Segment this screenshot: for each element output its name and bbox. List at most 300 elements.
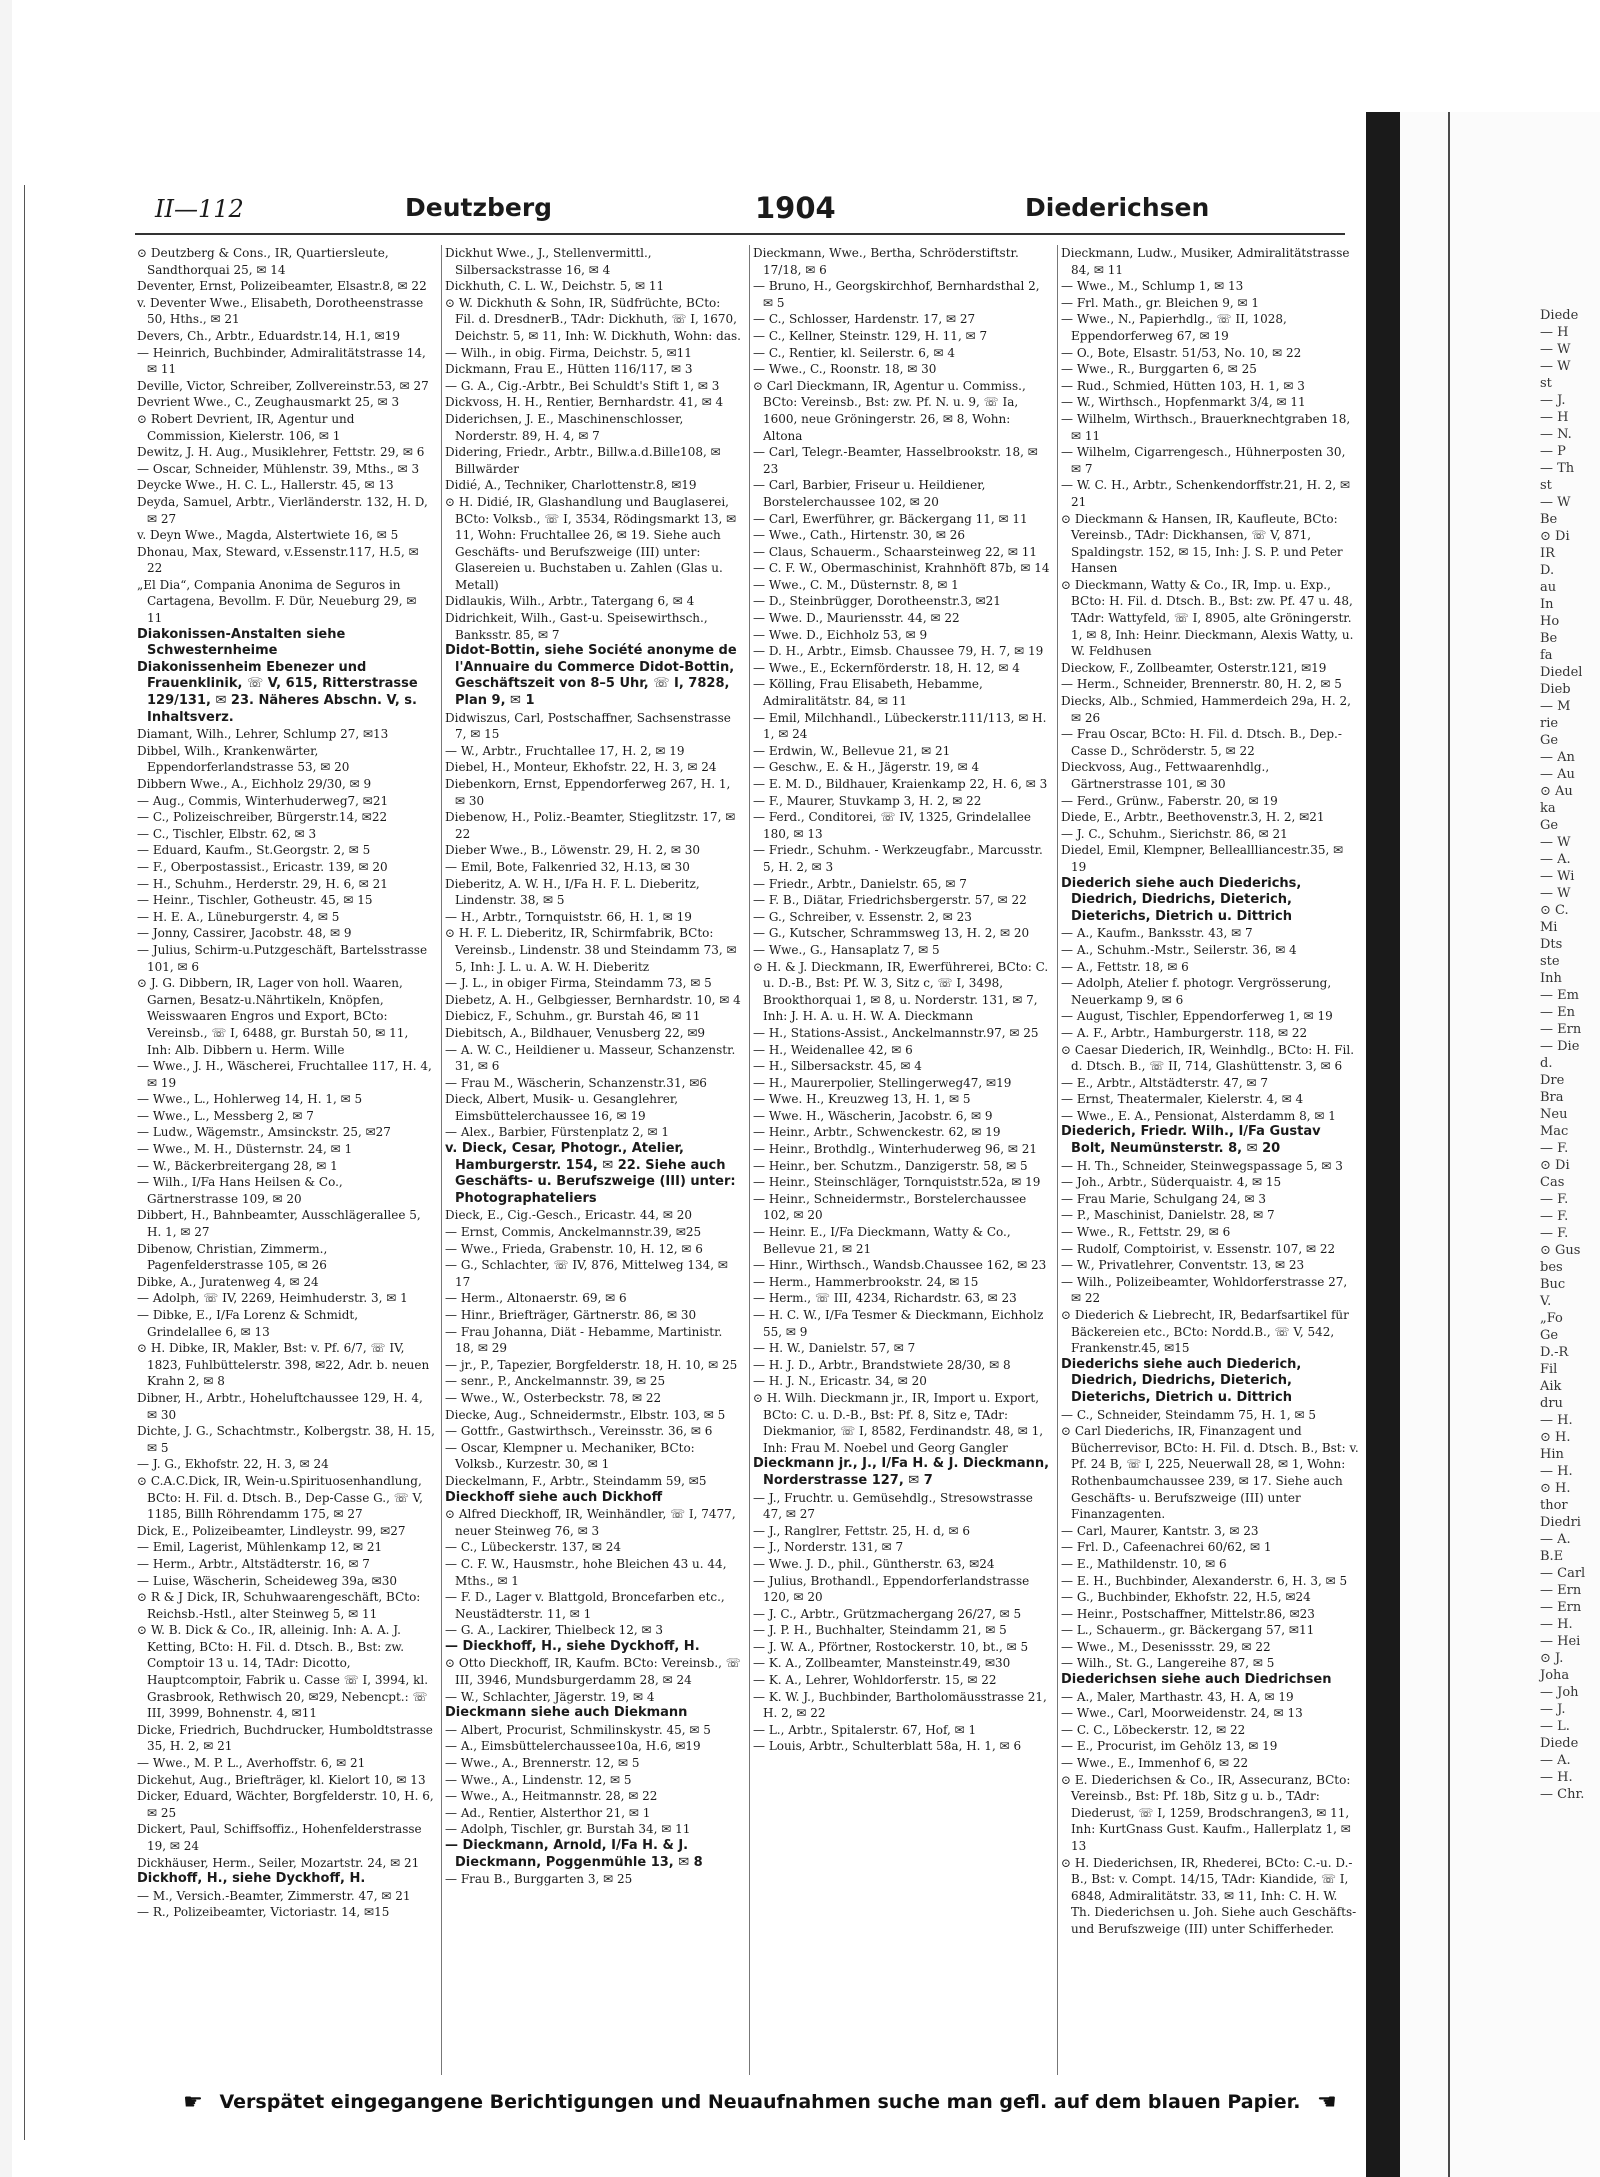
directory-entry: Diebetz, A. H., Gelbgiesser, Bernhardstr. 10, ✉ 4 [445,992,741,1007]
directory-entry: — A., Fettstr. 18, ✉ 6 [1061,959,1189,974]
directory-entry: Dewitz, J. H. Aug., Musiklehrer, Fettstr. 29, ✉ 6 [137,445,425,460]
directory-entry: — A., Schuhm.-Mstr., Seilerstr. 36, ✉ 4 [1061,942,1297,957]
directory-entry: — Ludw., Wägemstr., Amsinckstr. 25, ✉27 [137,1125,391,1140]
directory-entry: — Luise, Wäscherin, Scheideweg 39a, ✉30 [137,1573,397,1588]
directory-entry: — Friedr., Schuhm. - Werkzeugfabr., Marcusstr. 5, H. 2, ✉ 3 [753,843,1043,874]
directory-entry: — G. A., Lackirer, Thielbeck 12, ✉ 3 [445,1623,664,1638]
directory-entry: Diderichsen, J. E., Maschinenschlosser, Norderstr. 89, H. 4, ✉ 7 [445,411,684,443]
directory-entry: — Wwe., A., Heitmannstr. 28, ✉ 22 [445,1789,658,1804]
fragment-line: thor [1540,1498,1568,1513]
fragment-line: — P [1540,444,1566,459]
directory-entry: — Adolph, Tischler, gr. Burstah 34, ✉ 11 [445,1822,691,1837]
directory-entry: — Frau B., Burggarten 3, ✉ 25 [445,1872,633,1887]
directory-entry: ⊙ H. Didié, IR, Glashandlung und Bauglaserei, BCto: Volksb., ☏ I, 3534, Rödingsmarkt 13, ✉ 11, Wohn: Fruchtallee 26, ✉ 19. Siehe auch Geschäfts- und Berufszweige (III) unter: Glasereien u. Buchstaben u. Zahlen (Glas u. Metall) [445,494,737,592]
directory-entry: — E., Arbtr., Altstädterstr. 47, ✉ 7 [1061,1075,1269,1090]
directory-entry: — Frl. D., Cafeenachrei 60/62, ✉ 1 [1061,1540,1272,1555]
fragment-line: — W [1540,342,1571,357]
fragment-line: au [1540,580,1557,595]
directory-entry: — K. W. J., Buchbinder, Bartholomäusstrasse 21, H. 2, ✉ 22 [753,1689,1047,1721]
fragment-line: — Au [1540,767,1575,782]
fragment-line: D. [1540,563,1555,578]
directory-entry: — O., Bote, Elsastr. 51/53, No. 10, ✉ 22 [1061,345,1302,360]
directory-entry: ⊙ H. F. L. Dieberitz, IR, Schirmfabrik, BCto: Vereinsb., Lindenstr. 38 und Steindamm 73, ✉ 5, Inh: J. L. u. A. W. H. Dieberitz [445,926,737,974]
directory-entry: — Joh., Arbtr., Süderquaistr. 4, ✉ 15 [1061,1175,1282,1190]
pointing-hand-icon: ☛ [183,2090,203,2115]
fragment-line: — Wi [1540,869,1575,884]
fragment-line: ste [1540,954,1560,969]
fragment-line: Diedri [1540,1515,1581,1530]
directory-entry: — Heinrich, Buchbinder, Admiralitätstrasse 14, ✉ 11 [137,345,426,377]
directory-entry: — Eduard, Kaufm., St.Georgstr. 2, ✉ 5 [137,843,371,858]
directory-entry: — senr., P., Anckelmannstr. 39, ✉ 25 [445,1374,666,1389]
directory-entry: — G., Buchbinder, Ekhofstr. 22, H.5, ✉24 [1061,1590,1311,1605]
directory-entry: — F. D., Lager v. Blattgold, Broncefarben etc., Neustädterstr. 11, ✉ 1 [445,1590,725,1621]
fragment-line: — H. [1540,1464,1573,1479]
directory-entry: — J. L., in obiger Firma, Steindamm 73, ✉ 5 [445,976,712,991]
directory-entry: ⊙ R & J Dick, IR, Schuhwaarengeschäft, BCto: Reichsb.-Hstl., alter Steinweg 5, ✉ 11 [137,1590,421,1621]
fragment-line: Dieb [1540,682,1571,697]
fragment-line: — Ern [1540,1583,1582,1598]
fragment-line: B.E [1540,1549,1564,1564]
column-2 [445,245,743,2075]
directory-entry: — E. M. D., Bildhauer, Kraienkamp 22, H. 6, ✉ 3 [753,777,1048,791]
directory-entry: — P., Maschinist, Danielstr. 28, ✉ 7 [1061,1208,1275,1223]
directory-entry: — Frau M., Wäscherin, Schanzenstr.31, ✉6 [445,1075,707,1090]
directory-entry: Didlaukis, Wilh., Arbtr., Tatergang 6, ✉ 4 [445,594,695,609]
directory-entry: — W. C. H., Arbtr., Schenkendorffstr.21, H. 2, ✉ 21 [1061,478,1351,509]
column-divider [749,245,750,2075]
directory-entry: — Wwe., W., Osterbeckstr. 78, ✉ 22 [445,1390,662,1405]
directory-entry: Dieckmann, Ludw., Musiker, Admiralitätstrasse 84, ✉ 11 [1061,246,1350,277]
directory-entry: — H. E. A., Lüneburgerstr. 4, ✉ 5 [137,909,340,924]
fragment-line: st [1540,478,1552,493]
directory-entry: ⊙ Alfred Dieckhoff, IR, Weinhändler, ☏ I, 7477, neuer Steinweg 76, ✉ 3 [445,1507,736,1538]
directory-entry: — W., Schlachter, Jägerstr. 19, ✉ 4 [445,1689,655,1704]
directory-entry: — Wwe., J. H., Wäscherei, Fruchtallee 117, H. 4, ✉ 19 [137,1059,432,1090]
directory-entry: ⊙ H. Diederichsen, IR, Rhederei, BCto: C.-u. D.-B., Bst: v. Compt. 14/15, TAdr: Kiandide, ☏ I, 6848, Admiralitätstr. 33, ✉ 11, Inh: C. H. W. Th. Diederichsen u. Joh. Siehe auch Geschäfts- und Berufszweige (III) unter Schifferheder. [1061,1855,1357,1936]
directory-entry: — Heinr. E., I/Fa Dieckmann, Watty & Co., Bellevue 21, ✉ 21 [753,1225,1011,1256]
fragment-line: Mac [1540,1124,1569,1139]
directory-entry: — Albert, Procurist, Schmilinskystr. 45, ✉ 5 [445,1722,711,1737]
fragment-line: — F. [1540,1226,1569,1241]
header-rule [135,233,1345,235]
directory-entry: — Ad., Rentier, Alsterthor 21, ✉ 1 [445,1805,651,1820]
directory-entry: — C., Kellner, Steinstr. 129, H. 11, ✉ 7 [753,328,988,343]
directory-entry: — Wwe., A., Lindenstr. 12, ✉ 5 [445,1772,632,1787]
directory-entry: — Wwe., C., Roonstr. 18, ✉ 30 [753,362,937,377]
directory-entry: Diakonissen-Anstalten siehe Schwesternheime [137,626,346,659]
fragment-line: — Th [1540,461,1575,476]
directory-entry: Didwiszus, Carl, Postschaffner, Sachsenstrasse 7, ✉ 15 [445,710,731,742]
directory-entry: — H. W., Danielstr. 57, ✉ 7 [753,1341,916,1356]
fragment-line: IR [1540,546,1555,561]
column-3 [753,245,1051,2075]
directory-entry: — Adolph, ☏ IV, 2269, Heimhuderstr. 3, ✉ 1 [137,1291,408,1306]
fragment-line: ⊙ H. [1540,1481,1571,1496]
directory-entry: — Ernst, Theatermaler, Kielerstr. 4, ✉ 4 [1061,1092,1304,1107]
fragment-line: — F. [1540,1209,1569,1224]
directory-entry: — Wwe. D., Eichholz 53, ✉ 9 [753,627,928,642]
directory-entry: — A. F., Arbtr., Hamburgerstr. 118, ✉ 22 [1061,1025,1308,1040]
directory-entry: — Jonny, Cassirer, Jacobstr. 48, ✉ 9 [137,926,352,941]
fragment-line: — H. [1540,1617,1573,1632]
directory-entry: — C. C., Löbeckerstr. 12, ✉ 22 [1061,1722,1246,1737]
directory-entry: ⊙ Carl Diederichs, IR, Finanzagent und Bücherrevisor, BCto: H. Fil. d. Dtsch. B., Bst: v. Pf. 24 B, ☏ I, 225, Neuerwall 28, ✉ 1, Wohn: Rothenbaumchaussee 239, ✉ 17. Siehe auch Geschäfts- u. Berufszweige (III) unter Finanzagenten. [1061,1424,1359,1522]
directory-entry: Dieber Wwe., B., Löwenstr. 29, H. 2, ✉ 30 [445,843,701,858]
directory-entry: — E. H., Buchbinder, Alexanderstr. 6, H. 3, ✉ 5 [1061,1573,1348,1588]
fragment-line: D.-R [1540,1345,1569,1360]
page-gutter-shadow [1366,112,1400,2177]
directory-entry: — L., Arbtr., Spitalerstr. 67, Hof, ✉ 1 [753,1722,977,1737]
directory-entry: v. Dieck, Cesar, Photogr., Atelier, Hamburgerstr. 154, ✉ 22. Siehe auch Geschäfts- u. Berufszweige (III) unter: Photographateliers [445,1141,736,1206]
directory-entry: ⊙ Caesar Diederich, IR, Weinhdlg., BCto: H. Fil. d. Dtsch. B., ☏ II, 714, Glashüttenstr. 3, ✉ 6 [1061,1042,1355,1074]
directory-entry: — Heinr., Tischler, Gotheustr. 45, ✉ 15 [137,893,373,908]
directory-entry: Diecke, Aug., Schneidermstr., Elbstr. 103, ✉ 5 [445,1407,726,1422]
fragment-line: — Ern [1540,1022,1582,1037]
fragment-line: Be [1540,631,1558,646]
fragment-line: Neu [1540,1107,1568,1122]
directory-entry: — Wwe., M., Schlump 1, ✉ 13 [1061,279,1244,294]
directory-entry: Dickert, Paul, Schiffsoffiz., Hohenfelderstrasse 19, ✉ 24 [137,1822,422,1853]
directory-entry: Diede, E., Arbtr., Beethovenstr.3, H. 2, ✉21 [1061,810,1325,825]
directory-entry: — C., Lübeckerstr. 137, ✉ 24 [445,1540,622,1555]
directory-entry: Dieckow, F., Zollbeamter, Osterstr.121, ✉19 [1061,660,1327,675]
directory-entry: — Wwe., L., Hohlerweg 14, H. 1, ✉ 5 [137,1092,363,1107]
fragment-line: ⊙ Di [1540,529,1570,544]
directory-entry: Didrichkeit, Wilh., Gast-u. Speisewirthsch., Banksstr. 85, ✉ 7 [445,611,708,642]
footer-note [145,2090,1375,2115]
directory-entry: — Herm., Hammerbrookstr. 24, ✉ 15 [753,1274,979,1289]
fragment-line: dru [1540,1396,1563,1411]
fragment-line: Aik [1540,1379,1562,1394]
fragment-line: — J. [1540,1702,1566,1717]
directory-entry: — R., Polizeibeamter, Victoriastr. 14, ✉15 [137,1905,390,1920]
fragment-line: ⊙ C. [1540,903,1569,918]
directory-entry: — Dieckhoff, H., siehe Dyckhoff, H. [445,1638,700,1654]
directory-entry: Didot-Bottin, siehe Société anonyme de l'Annuaire du Commerce Didot-Bottin, Geschäftszeit von 8–5 Uhr, ☏ I, 7828, Plan 9, ✉ 1 [445,643,737,709]
fragment-line: — L. [1540,1719,1570,1734]
fragment-line: rie [1540,716,1559,731]
fragment-line: — H [1540,325,1569,340]
directory-entry: — Wwe., E., Eckernförderstr. 18, H. 12, ✉ 4 [753,660,1020,675]
directory-entry: — Heinr., Postschaffner, Mittelstr.86, ✉23 [1061,1606,1315,1621]
directory-entry: Dicker, Eduard, Wächter, Borgfelderstr. 10, H. 6, ✉ 25 [137,1789,434,1820]
directory-entry: — Alex., Barbier, Fürstenplatz 2, ✉ 1 [445,1125,670,1140]
directory-entry: Diebitsch, A., Bildhauer, Venusberg 22, ✉9 [445,1025,706,1040]
directory-entry: — Frau Johanna, Diät - Hebamme, Martinistr. 18, ✉ 29 [445,1324,723,1356]
directory-entry: Dibbern Wwe., A., Eichholz 29/30, ✉ 9 [137,777,372,791]
fragment-line: Hin [1540,1447,1564,1462]
fragment-line: — W [1540,359,1571,374]
fragment-line: — W [1540,886,1571,901]
directory-entry: — August, Tischler, Eppendorferweg 1, ✉ 19 [1061,1009,1333,1024]
directory-entry: — C. F. W., Obermaschinist, Krahnhöft 87b, ✉ 14 [753,561,1050,576]
directory-entry: ⊙ Dieckmann & Hansen, IR, Kaufleute, BCto: Vereinsb., TAdr: Dickhansen, ☏ V, 871, Spaldingstr. 152, ✉ 15, Inh: J. S. P. und Peter Hansen [1061,511,1343,576]
directory-entry: — H. J. N., Ericastr. 34, ✉ 20 [753,1374,927,1389]
directory-entry: — Adolph, Atelier f. photogr. Vergrösserung, Neuerkamp 9, ✉ 6 [1061,976,1332,1007]
fragment-line: Mi [1540,920,1558,935]
directory-entry: Dieckelmann, F., Arbtr., Steindamm 59, ✉5 [445,1473,707,1488]
directory-entry: — Carl, Ewerführer, gr. Bäckergang 11, ✉ 11 [753,511,1028,526]
directory-entry: — J. C., Arbtr., Grützmachergang 26/27, ✉ 5 [753,1606,1022,1621]
directory-entry: — A. W. C., Heildiener u. Masseur, Schanzenstr. 31, ✉ 6 [445,1042,736,1074]
fragment-line: — F. [1540,1192,1569,1207]
fragment-line: Diede [1540,1736,1579,1751]
directory-entry: — Emil, Milchhandl., Lübeckerstr.111/113, ✉ H. 1, ✉ 24 [753,710,1047,742]
fragment-line: Diedel [1540,665,1583,680]
fragment-line: Ge [1540,1328,1559,1343]
directory-entry: — W., Bäckerbreitergang 28, ✉ 1 [137,1158,338,1173]
directory-entry: — H. Th., Schneider, Steinwegspassage 5, ✉ 3 [1061,1158,1343,1173]
directory-entry: — H., Stations-Assist., Anckelmannstr.97, ✉ 25 [753,1025,1039,1040]
fragment-line: Dts [1540,937,1563,952]
directory-entry: — Carl, Maurer, Kantstr. 3, ✉ 23 [1061,1523,1259,1538]
page-header [25,185,1335,235]
fragment-line: — N. [1540,427,1572,442]
directory-entry: — J. C., Schuhm., Sierichstr. 86, ✉ 21 [1061,826,1288,841]
directory-entry: Diecks, Alb., Schmied, Hammerdeich 29a, H. 2, ✉ 26 [1061,694,1351,725]
directory-entry: — Gottfr., Gastwirthsch., Vereinsstr. 36, ✉ 6 [445,1424,713,1439]
directory-entry: — Kölling, Frau Elisabeth, Hebamme, Admiralitätstr. 84, ✉ 11 [753,677,983,709]
fragment-line: ⊙ J. [1540,1651,1564,1666]
fragment-line: Joha [1540,1668,1570,1683]
directory-entry: — Oscar, Klempner u. Mechaniker, BCto: Volksb., Kurzestr. 30, ✉ 1 [445,1440,695,1472]
fragment-line: — Joh [1540,1685,1579,1700]
directory-entry: Dickmann, Frau E., Hütten 116/117, ✉ 3 [445,362,693,377]
directory-entry: — G., Schlachter, ☏ IV, 876, Mittelweg 134, ✉ 17 [445,1258,728,1289]
directory-entry: Dickhut Wwe., J., Stellenvermittl., Silbersackstrasse 16, ✉ 4 [445,246,652,277]
directory-entry: — Emil, Lagerist, Mühlenkamp 12, ✉ 21 [137,1540,383,1555]
directory-page [24,185,1365,2140]
directory-entry: — A., Eimsbüttelerchaussee10a, H.6, ✉19 [445,1739,701,1754]
directory-entry: Diamant, Wilh., Lehrer, Schlump 27, ✉13 [137,727,389,742]
directory-entry: — Wwe., M. P. L., Averhoffstr. 6, ✉ 21 [137,1756,366,1771]
directory-entry: — Wwe. H., Kreuzweg 13, H. 1, ✉ 5 [753,1092,971,1107]
directory-entry: — Aug., Commis, Winterhuderweg7, ✉21 [137,793,389,808]
directory-entry: — Herm., Altonaerstr. 69, ✉ 6 [445,1291,627,1306]
directory-entry: Dickhäuser, Herm., Seiler, Mozartstr. 24, ✉ 21 [137,1855,420,1870]
directory-entry: — Wwe., E. A., Pensionat, Alsterdamm 8, ✉ 1 [1061,1108,1336,1123]
fragment-line: st [1540,376,1552,391]
directory-entry: — J., Norderstr. 131, ✉ 7 [753,1540,904,1555]
directory-entry: Dieckmann, Wwe., Bertha, Schröderstiftstr. 17/18, ✉ 6 [753,246,1019,277]
directory-entry: — D., Steinbrügger, Dorotheenstr.3, ✉21 [753,594,1001,609]
directory-entry: Diederichsen siehe auch Diedrichsen [1061,1672,1332,1688]
right-guide-word: Diederichsen [1025,193,1210,222]
directory-entry: Dickehut, Aug., Briefträger, kl. Kielort 10, ✉ 13 [137,1772,426,1787]
directory-entry: — Wwe., Frieda, Grabenstr. 10, H. 12, ✉ 6 [445,1241,703,1256]
fragment-line: ⊙ Di [1540,1158,1570,1173]
fragment-line: d. [1540,1056,1553,1071]
directory-entry: Devers, Ch., Arbtr., Eduardstr.14, H.1, ✉19 [137,328,400,343]
directory-entry: — Julius, Brothandl., Eppendorferlandstrasse 120, ✉ 20 [753,1573,1030,1605]
fragment-line: — J. [1540,393,1566,408]
fragment-line: Buc [1540,1277,1566,1292]
directory-entry: — Wwe., M., Desenissstr. 29, ✉ 22 [1061,1639,1271,1654]
fragment-line: fa [1540,648,1553,663]
directory-entry: — Ferd., Grünw., Faberstr. 20, ✉ 19 [1061,793,1278,808]
directory-entry: ⊙ Deutzberg & Cons., IR, Quartiersleute, Sandthorquai 25, ✉ 14 [137,246,389,277]
directory-entry: Dibbert, H., Bahnbeamter, Ausschlägerallee 5, H. 1, ✉ 27 [137,1208,421,1240]
directory-entry: Diebenkorn, Ernst, Eppendorferweg 267, H. 1, ✉ 30 [445,777,731,808]
fragment-line: Diede [1540,308,1579,323]
entry-columns [137,245,1367,2075]
directory-entry: Dickhoff, H., siehe Dyckhoff, H. [137,1871,366,1887]
fragment-line: Ge [1540,733,1559,748]
column-divider [1057,245,1058,2075]
directory-entry: — K. A., Lehrer, Wohldorferstr. 15, ✉ 22 [753,1673,997,1688]
directory-entry: Diederich, Friedr. Wilh., I/Fa Gustav Bolt, Neumünsterstr. 8, ✉ 20 [1061,1124,1321,1157]
directory-entry: — Carl, Telegr.-Beamter, Hasselbrookstr. 18, ✉ 23 [753,445,1038,476]
directory-entry: — Geschw., E. & H., Jägerstr. 19, ✉ 4 [753,760,980,775]
directory-entry: Diakonissenheim Ebenezer und Frauenklinik, ☏ V, 615, Ritterstrasse 129/131, ✉ 23. Näheres Abschn. V, s. Inhaltsverz. [137,659,418,725]
scan-border [0,0,12,2177]
directory-entry: — Rud., Schmied, Hütten 103, H. 1, ✉ 3 [1061,378,1305,393]
left-guide-word: Deutzberg [405,193,553,222]
directory-entry: — G. A., Cig.-Arbtr., Bei Schuldt's Stift 1, ✉ 3 [445,378,720,393]
directory-entry: — Wilh., Polizeibeamter, Wohldorferstrasse 27, ✉ 22 [1061,1274,1348,1306]
directory-entry: — K. A., Zollbeamter, Mansteinstr.49, ✉30 [753,1656,1011,1671]
directory-entry: — Wilh., St. G., Langereihe 87, ✉ 5 [1061,1656,1275,1671]
fragment-line: „Fo [1540,1311,1563,1326]
directory-entry: — Ernst, Commis, Anckelmannstr.39, ✉25 [445,1225,702,1240]
fragment-line: — W [1540,835,1571,850]
footer-text: Verspätet eingegangene Berichtigungen und Neuaufnahmen suche man gefl. auf dem blauen Papier. [219,2091,1301,2113]
directory-entry: Dibke, A., Juratenweg 4, ✉ 24 [137,1274,319,1289]
directory-entry: ⊙ Diederich & Liebrecht, IR, Bedarfsartikel für Bäckereien etc., BCto: Nordd.B., ☏ V, 542, Frankenstr.45, ✉15 [1061,1308,1349,1356]
fragment-line: — A. [1540,852,1571,867]
directory-entry: ⊙ Robert Devrient, IR, Agentur und Commission, Kielerstr. 106, ✉ 1 [137,411,355,443]
directory-entry: — Wwe. J. D., phil., Güntherstr. 63, ✉24 [753,1556,995,1571]
directory-entry: Devrient Wwe., C., Zeughausmarkt 25, ✉ 3 [137,395,400,410]
directory-entry: Didié, A., Techniker, Charlottenstr.8, ✉19 [445,478,697,493]
directory-entry: v. Deventer Wwe., Elisabeth, Dorotheenstrasse 50, Hths., ✉ 21 [137,295,424,327]
fragment-line: Dre [1540,1073,1565,1088]
directory-entry: — Heinr., Schneidermstr., Borstelerchaussee 102, ✉ 20 [753,1191,1027,1223]
directory-entry: — F., Oberpostassist., Ericastr. 139, ✉ 20 [137,859,388,874]
directory-entry: Dick, E., Polizeibeamter, Lindleystr. 99, ✉27 [137,1523,406,1538]
directory-entry: Dickhuth, C. L. W., Deichstr. 5, ✉ 11 [445,279,665,294]
directory-entry: ⊙ C.A.C.Dick, IR, Wein-u.Spirituosenhandlung, BCto: H. Fil. d. Dtsch. B., Dep-Casse G., ☏ V, 1185, Billh Röhrendamm 175, ✉ 27 [137,1473,423,1522]
directory-entry: Didering, Friedr., Arbtr., Billw.a.d.Bille108, ✉ Billwärder [445,445,721,476]
fragment-line: In [1540,597,1554,612]
directory-entry: — Bruno, H., Georgskirchhof, Bernhardsthal 2, ✉ 5 [753,279,1040,310]
fragment-line: — A. [1540,1532,1571,1547]
directory-entry: — C., Schlosser, Hardenstr. 17, ✉ 27 [753,312,976,327]
fragment-line: — Em [1540,988,1579,1003]
directory-entry: — Erdwin, W., Bellevue 21, ✉ 21 [753,743,951,758]
directory-entry: — Herm., Arbtr., Altstädterstr. 16, ✉ 7 [137,1556,370,1571]
directory-entry: Dicke, Friedrich, Buchdrucker, Humboldtstrasse 35, H. 2, ✉ 21 [137,1722,433,1754]
directory-entry: — Ferd., Conditorei, ☏ IV, 1325, Grindelallee 180, ✉ 13 [753,810,1031,841]
directory-entry: Deycke Wwe., H. C. L., Hallerstr. 45, ✉ 13 [137,478,394,493]
directory-entry: — W., Arbtr., Fruchtallee 17, H. 2, ✉ 19 [445,743,685,758]
directory-entry: — Hinr., Wirthsch., Wandsb.Chaussee 162, ✉ 23 [753,1258,1047,1273]
directory-entry: — E., Procurist, im Gehölz 13, ✉ 19 [1061,1739,1278,1754]
directory-entry: — Louis, Arbtr., Schulterblatt 58a, H. 1, ✉ 6 [753,1739,1022,1754]
directory-entry: — J., Ranglrer, Fettstr. 25, H. d, ✉ 6 [753,1523,970,1538]
directory-entry: ⊙ W. B. Dick & Co., IR, alleinig. Inh: A. A. J. Ketting, BCto: H. Fil. d. Dtsch. B., Bst: zw. Comptoir 13 u. 14, TAdr: Dicotto, Hauptcomptoir, Fabrik u. Casse ☏ I, 3994, kl. Grasbrook, Rethwisch 20, ✉29, Nebencpt.: ☏ III, 3999, Bohnenstr. 4, ✉11 [137,1623,429,1721]
column-1 [137,245,435,2075]
directory-entry: Dibner, H., Arbtr., Hoheluftchaussee 129, H. 4, ✉ 30 [137,1390,423,1422]
directory-entry: — Oscar, Schneider, Mühlenstr. 39, Mths., ✉ 3 [137,461,420,476]
directory-entry: — D. H., Arbtr., Eimsb. Chaussee 79, H. 7, ✉ 19 [753,644,1044,659]
directory-entry: — Emil, Bote, Falkenried 32, H.13, ✉ 30 [445,859,690,874]
directory-entry: Diedel, Emil, Klempner, Belleallliancestr.35, ✉ 19 [1061,843,1344,874]
directory-entry: Diebicz, F., Schuhm., gr. Burstah 46, ✉ 11 [445,1009,701,1024]
directory-entry: — Julius, Schirm-u.Putzgeschäft, Bartelsstrasse 101, ✉ 6 [137,942,428,974]
fragment-line: — H [1540,410,1569,425]
directory-entry: — E., Mathildenstr. 10, ✉ 6 [1061,1556,1227,1571]
directory-entry: — C., Polizeischreiber, Bürgerstr.14, ✉22 [137,810,388,825]
directory-entry: Dieck, E., Cig.-Gesch., Ericastr. 44, ✉ 20 [445,1208,692,1223]
directory-entry: ⊙ H. & J. Dieckmann, IR, Ewerführerei, BCto: C. u. D.-B., Bst: Pf. W. 3, Sitz c, ☏ I, 3498, Brookthorquai 1, ✉ 8, u. Norderstr. 131, ✉ 7, Inh: J. H. A. u. H. W. A. Dieckmann [753,959,1049,1024]
directory-entry: — H. C. W., I/Fa Tesmer & Dieckmann, Eichholz 55, ✉ 9 [753,1308,1044,1339]
directory-entry: Dieckmann jr., J., I/Fa H. & J. Dieckmann, Norderstrasse 127, ✉ 7 [753,1456,1050,1488]
directory-entry: — J. W. A., Pförtner, Rostockerstr. 10, bt., ✉ 5 [753,1639,1029,1654]
fragment-line: — An [1540,750,1575,765]
directory-entry: Diederichs siehe auch Diederich, Diedrich, Diedrichs, Dieterich, Dieterichs, Dietrich u. Dittrich [1061,1356,1302,1405]
fragment-line: Bra [1540,1090,1564,1105]
column-divider [441,245,442,2075]
fragment-line: — En [1540,1005,1575,1020]
directory-entry: ⊙ J. G. Dibbern, IR, Lager von holl. Waaren, Garnen, Besatz-u.Nährtikeln, Knöpfen, Weisswaaren Engros und Export, BCto: Vereinsb., ☏ I, 6488, gr. Burstah 50, ✉ 11, Inh: Alb. Dibbern u. Herm. Wille [137,976,409,1057]
directory-entry: — Friedr., Arbtr., Danielstr. 65, ✉ 7 [753,876,967,891]
directory-entry: — M., Versich.-Beamter, Zimmerstr. 47, ✉ 21 [137,1888,411,1903]
fragment-line: ka [1540,801,1556,816]
directory-entry: — jr., P., Tapezier, Borgfelderstr. 18, H. 10, ✉ 25 [445,1357,738,1372]
column-4 [1061,245,1359,2075]
fragment-line: Cas [1540,1175,1565,1190]
directory-entry: — Wwe., E., Immenhof 6, ✉ 22 [1061,1756,1249,1771]
directory-entry: — Wwe., Cath., Hirtenstr. 30, ✉ 26 [753,528,966,543]
directory-entry: Diederich siehe auch Diederichs, Diedrich, Diedrichs, Dieterich, Dieterichs, Dietrich u. Dittrich [1061,875,1302,924]
directory-entry: — Wilhelm, Cigarrengesch., Hühnerposten 30, ✉ 7 [1061,445,1346,476]
directory-entry: — Wwe., N., Papierhdlg., ☏ II, 1028, Eppendorferweg 67, ✉ 19 [1061,312,1287,343]
directory-entry: — Wilhelm, Wirthsch., Brauerknechtgraben 18, ✉ 11 [1061,411,1351,443]
directory-entry: — L., Schauerm., gr. Bäckergang 57, ✉11 [1061,1623,1315,1638]
fragment-line: — Ern [1540,1600,1582,1615]
directory-entry: — Heinr., ber. Schutzm., Danzigerstr. 58, ✉ 5 [753,1158,1028,1173]
directory-entry: ⊙ H. Dibke, IR, Makler, Bst: v. Pf. 6/7, ☏ IV, 1823, Fuhlbüttelerstr. 398, ✉22, Adr. b. neuen Krahn 2, ✉ 8 [137,1341,430,1389]
directory-entry: — A., Kaufm., Banksstr. 43, ✉ 7 [1061,926,1253,941]
directory-entry: — C., Tischler, Elbstr. 62, ✉ 3 [137,826,317,841]
directory-entry: — A., Maler, Marthastr. 43, H. A, ✉ 19 [1061,1689,1294,1704]
directory-entry: — Wwe., G., Hansaplatz 7, ✉ 5 [753,942,940,957]
directory-entry: Dhonau, Max, Steward, v.Essenstr.117, H.5, ✉ 22 [137,544,419,576]
fragment-line: Be [1540,512,1558,527]
directory-entry: Dibbel, Wilh., Krankenwärter, Eppendorferlandstrasse 53, ✉ 20 [137,743,350,775]
directory-entry: — Herm., ☏ III, 4234, Richardstr. 63, ✉ 23 [753,1291,1017,1306]
directory-entry: — J. G., Ekhofstr. 22, H. 3, ✉ 24 [137,1457,329,1472]
directory-entry: ⊙ Otto Dieckhoff, IR, Kaufm. BCto: Vereinsb., ☏ III, 3946, Mundsburgerdamm 28, ✉ 24 [445,1656,741,1688]
directory-entry: — H. J. D., Arbtr., Brandstwiete 28/30, ✉ 8 [753,1357,1011,1372]
directory-entry: — G., Kutscher, Schrammsweg 13, H. 2, ✉ 20 [753,926,1030,941]
directory-entry: Dieckhoff siehe auch Dickhoff [445,1489,663,1505]
directory-entry: ⊙ H. Wilh. Dieckmann jr., IR, Import u. Export, BCto: C. u. D.-B., Bst: Pf. 8, Sitz e, TAdr: Diekmanior, ☏ I, 8582, Ferdinandstr. 48, ✉ 1, Inh: Frau M. Noebel und Georg Gangler [753,1390,1044,1455]
directory-entry: — H., Schuhm., Herderstr. 29, H. 6, ✉ 21 [137,876,388,891]
directory-entry: — Wwe. D., Mauriensstr. 44, ✉ 22 [753,611,960,626]
directory-entry: Dickvoss, H. H., Rentier, Bernhardstr. 41, ✉ 4 [445,395,724,410]
directory-entry: — Rudolf, Comptoirist, v. Essenstr. 107, ✉ 22 [1061,1241,1336,1256]
directory-entry: — Claus, Schauerm., Schaarsteinweg 22, ✉ 11 [753,544,1037,559]
adjacent-page-fragments [1540,307,1600,1803]
directory-entry: Dieberitz, A. W. H., I/Fa H. F. L. Dieberitz, Lindenstr. 38, ✉ 5 [445,876,700,908]
directory-entry: Diebel, H., Monteur, Ekhofstr. 22, H. 3, ✉ 24 [445,760,717,775]
fragment-line: — A. [1540,1753,1571,1768]
directory-entry: — Wilh., I/Fa Hans Heilsen & Co., Gärtnerstrasse 109, ✉ 20 [137,1175,343,1206]
directory-entry: — Herm., Schneider, Brennerstr. 80, H. 2, ✉ 5 [1061,677,1342,692]
